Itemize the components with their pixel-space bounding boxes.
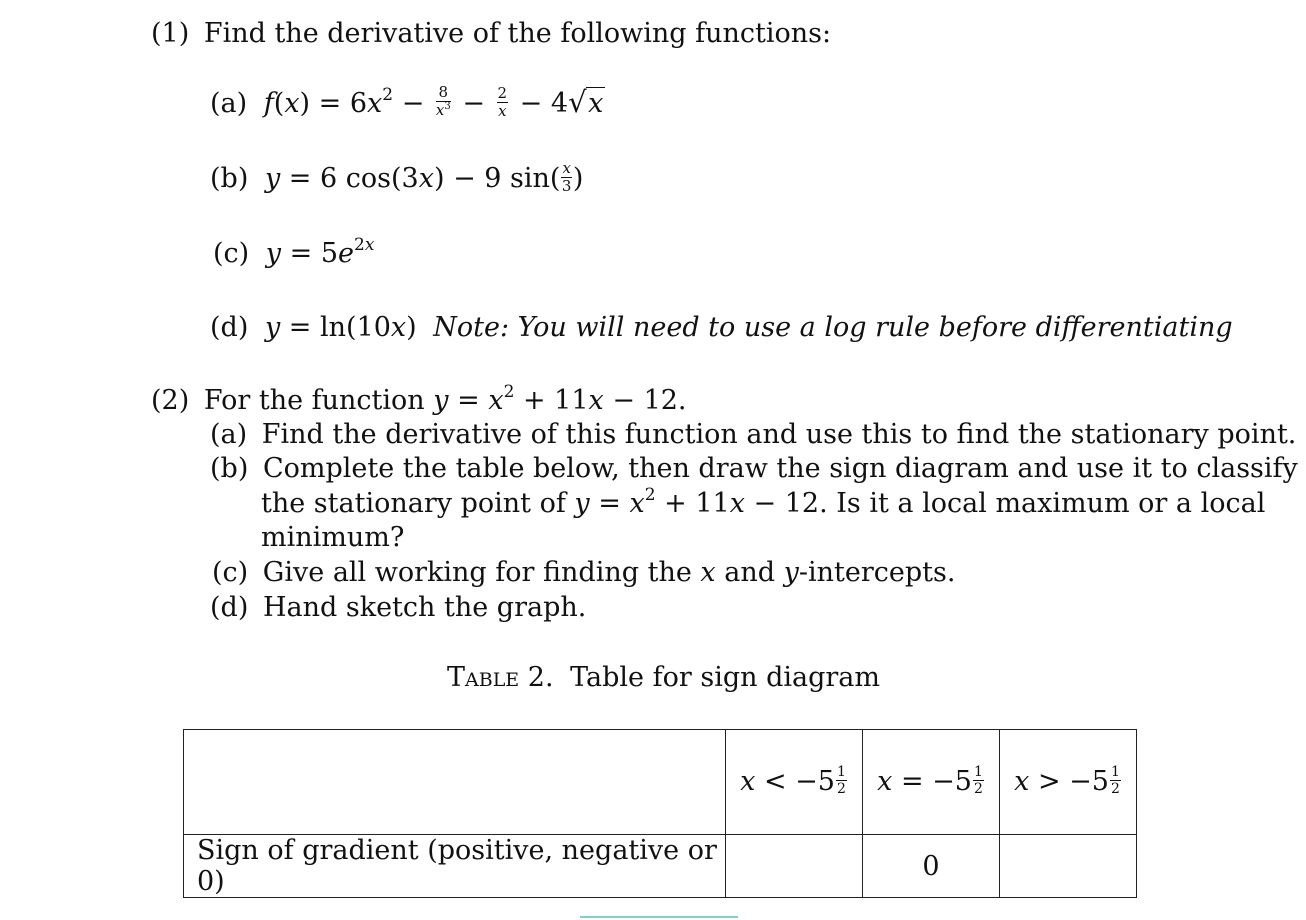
q2c-y-var: y	[783, 557, 799, 588]
table-caption-label: Table 2.	[447, 662, 554, 693]
q2d-label: (d)	[210, 592, 249, 623]
cell-x-greater[interactable]	[1000, 835, 1137, 898]
q1-part-d	[210, 312, 1233, 343]
cell-x-equal: 0	[863, 835, 1000, 898]
q1-part-c	[213, 235, 375, 269]
header-x-less: x < −5 $\frac{1}{2}$	[726, 730, 863, 835]
q2-part-b-line2	[261, 485, 1266, 519]
header-x-equal: x = −5 $\frac{1}{2}$	[863, 730, 1000, 835]
q2-part-c	[212, 557, 955, 588]
table-row	[184, 835, 1137, 898]
q1c-label: (c)	[213, 238, 250, 269]
q1d-note: Note: You will need to use a log rule before differentiating	[433, 312, 1233, 343]
q2-function: $y = x^2 + 11x - 12$.	[433, 382, 687, 416]
sign-diagram-table	[183, 729, 1137, 898]
row-label: Sign of gradient (positive, negative or 0)	[184, 835, 726, 898]
q2b-label: (b)	[210, 453, 249, 484]
table-header-row	[184, 730, 1137, 835]
q1-number: (1)	[151, 18, 190, 49]
q2a-label: (a)	[210, 419, 248, 450]
q1a-label: (a)	[210, 88, 248, 119]
q1-part-a	[210, 83, 605, 122]
table-caption-text: Table for sign diagram	[570, 662, 881, 693]
q2c-text-a: Give all working for finding the	[262, 557, 692, 588]
q1d-expression: y = ln(10x)	[264, 312, 426, 343]
q2-heading	[151, 382, 687, 416]
cell-x-less[interactable]	[726, 835, 863, 898]
q1b-label: (b)	[210, 163, 249, 194]
q1d-label: (d)	[210, 312, 249, 343]
q2d-text: Hand sketch the graph.	[262, 592, 587, 623]
q1a-expression: $f(x) = 6x^2$ − $\frac{8}{x^3}$ − $\frac{2}{x}$ − 4 √ x	[263, 83, 604, 120]
q2b-line2-function: $y = x^2 + 11x - 12$	[574, 485, 820, 519]
q1-part-b	[210, 159, 584, 196]
q2c-x-var: x	[700, 557, 716, 588]
q1b-expression: y = 6 cos(3x) − 9 sin( $\frac{x}{3}$ )	[264, 159, 584, 195]
q2-number: (2)	[151, 385, 190, 416]
q1c-expression: $y = 5e^{2x}$	[265, 235, 375, 269]
q2-intro: For the function	[203, 385, 425, 416]
q2-part-a	[210, 419, 1296, 450]
q2-part-d	[210, 592, 586, 623]
q2c-text-c: -intercepts.	[798, 557, 956, 588]
q2b-line2-a: the stationary point of	[261, 488, 566, 519]
q2b-line2-b: . Is it a local maximum or a local	[819, 488, 1266, 519]
q2-part-b-line3: minimum?	[261, 522, 405, 553]
bottom-accent-line	[580, 916, 738, 918]
q1-text: Find the derivative of the following functions:	[203, 18, 832, 49]
q2b-line1: Complete the table below, then draw the sign diagram and use it to classify	[262, 453, 1298, 484]
q2a-text: Find the derivative of this function and use this to find the stationary point.	[261, 419, 1297, 450]
q2-part-b	[210, 453, 1298, 484]
q2c-label: (c)	[212, 557, 249, 588]
header-x-greater: x > −5 $\frac{1}{2}$	[1000, 730, 1137, 835]
header-empty-cell	[184, 730, 726, 835]
table-caption	[447, 662, 880, 693]
q1-heading	[151, 18, 831, 49]
q2c-text-b: and	[724, 557, 776, 588]
